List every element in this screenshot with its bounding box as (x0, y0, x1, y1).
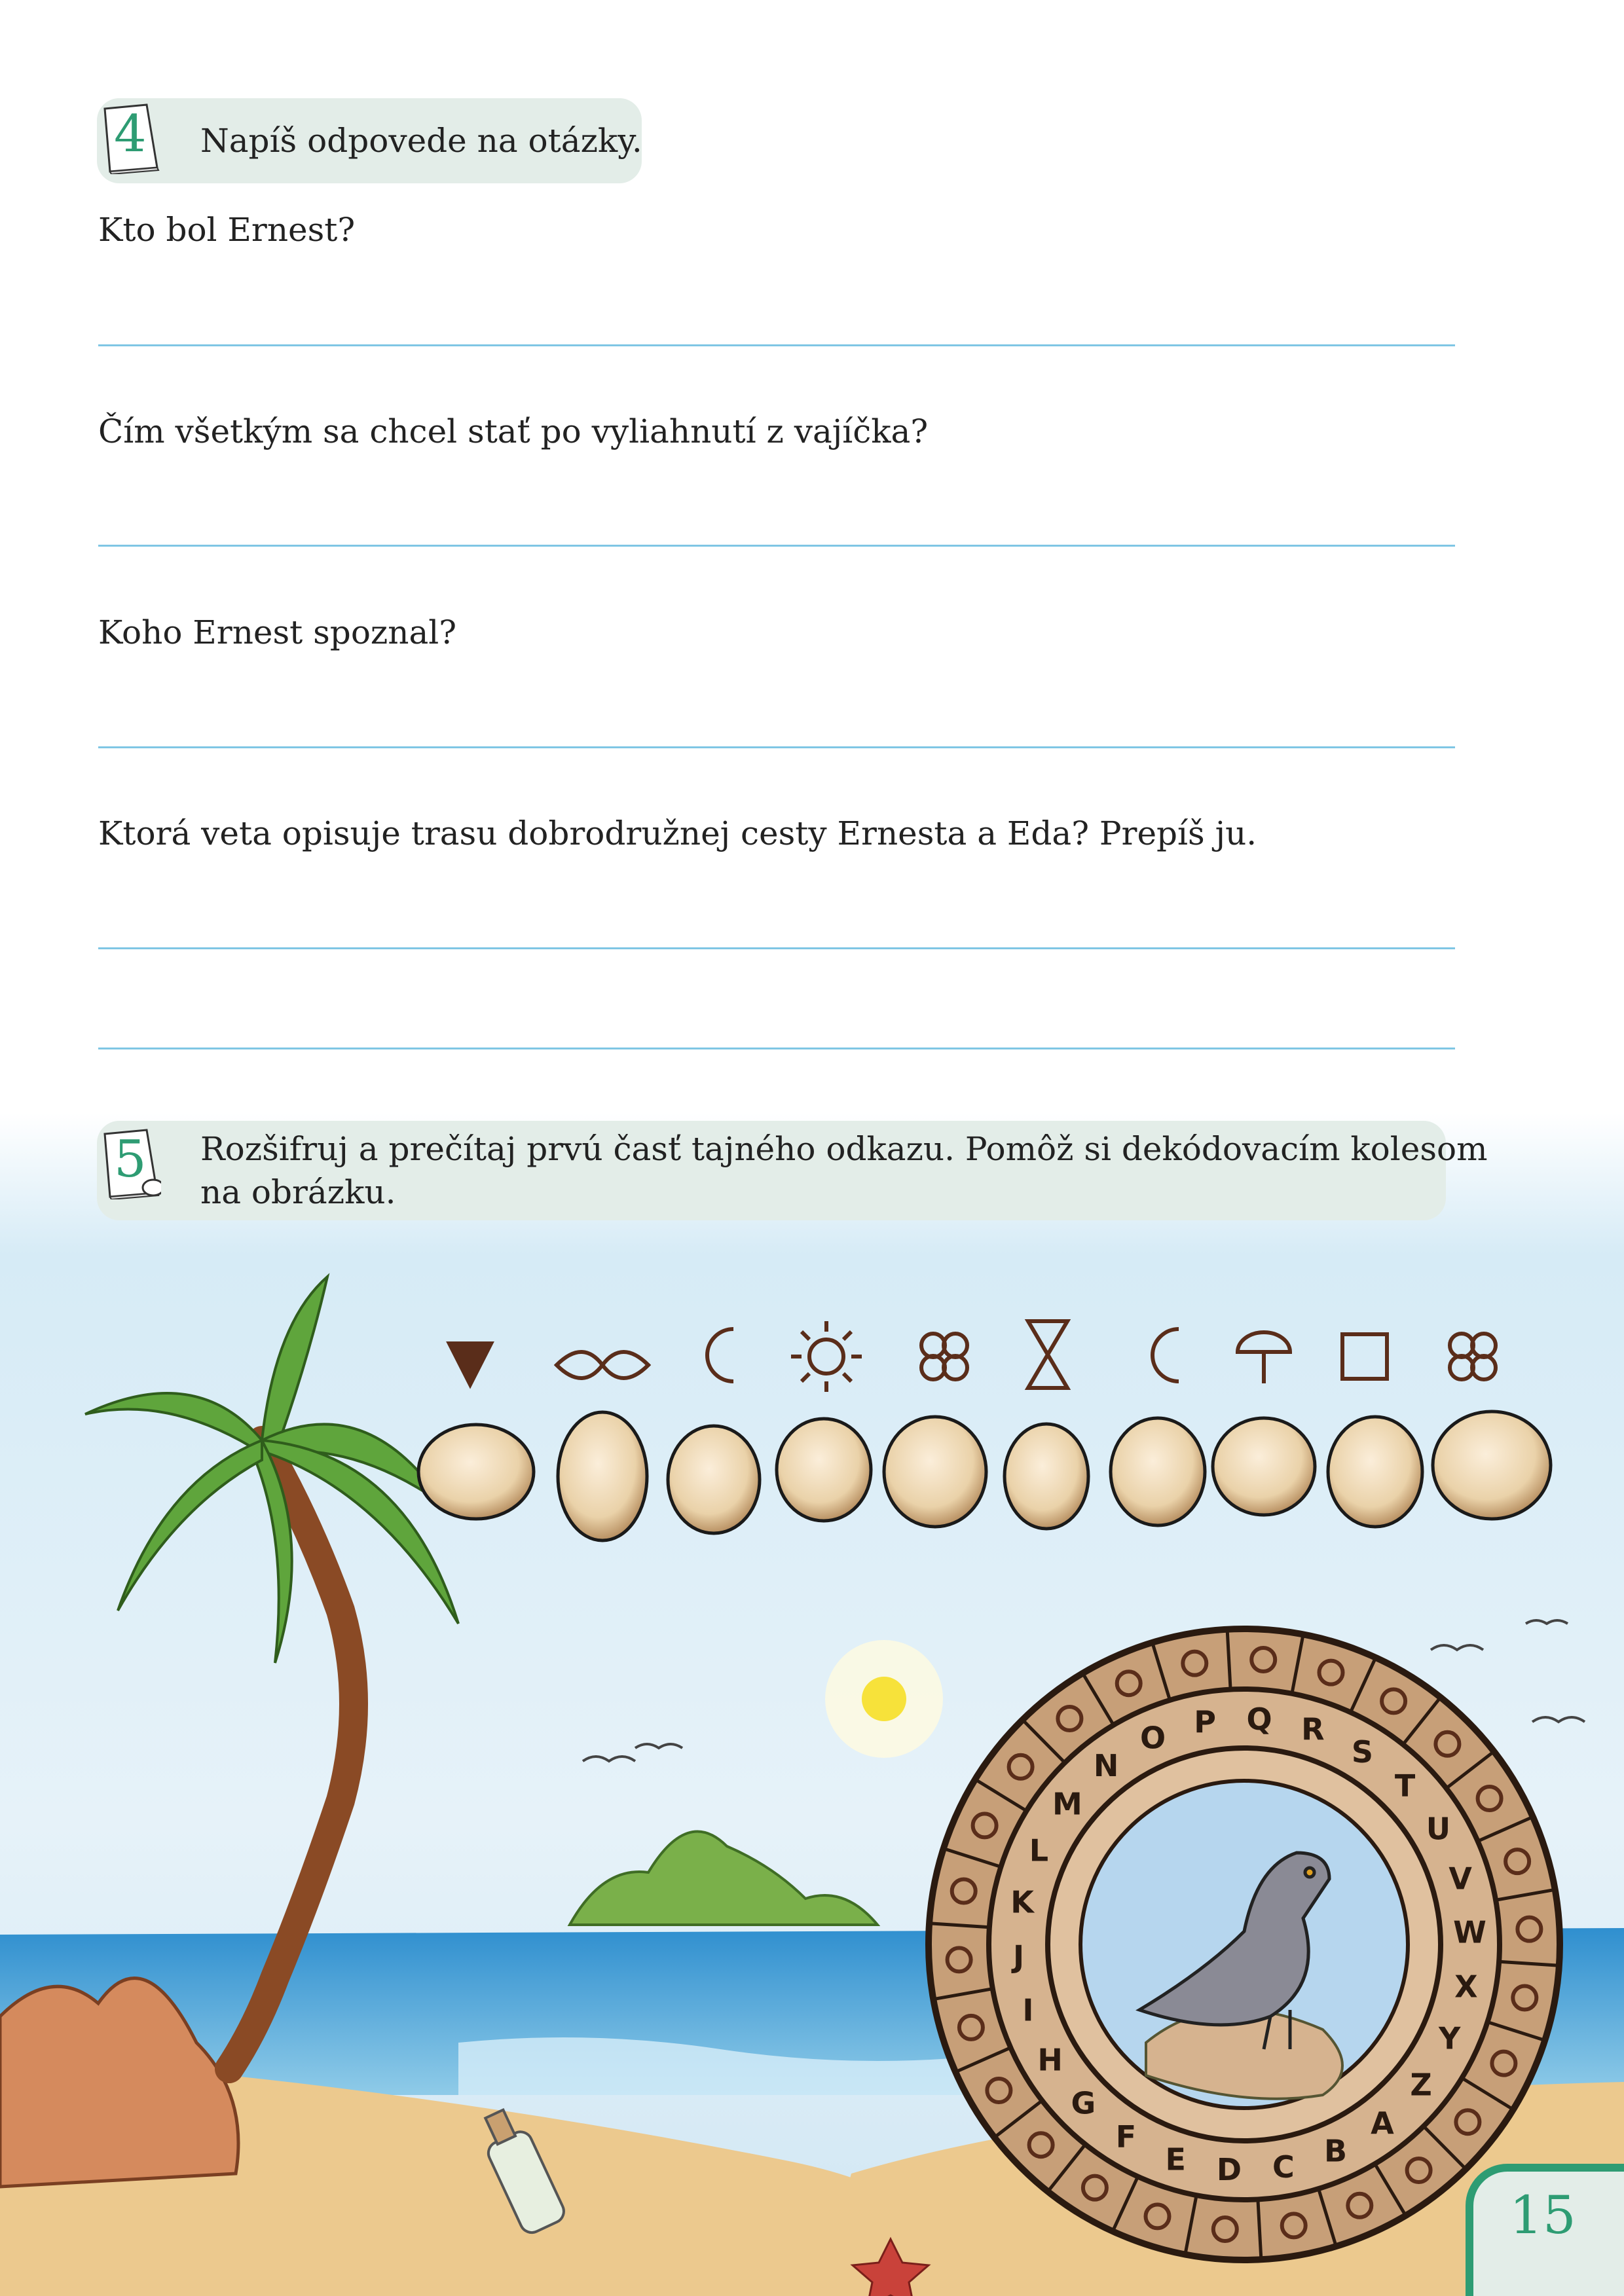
answer-line-4a[interactable] (98, 947, 1455, 949)
answer-line-2[interactable] (98, 545, 1455, 547)
wheel-letter: G (1071, 2085, 1096, 2121)
wheel-letter: P (1194, 1704, 1216, 1740)
task-4-number: 4 (114, 105, 147, 164)
answer-line-1[interactable] (98, 344, 1455, 346)
question-2: Čím všetkým sa chcel stať po vyliahnutí z vajíčka? (98, 412, 929, 450)
wheel-letter: Q (1246, 1701, 1272, 1737)
wheel-letter: R (1301, 1711, 1325, 1747)
wheel-letter: V (1449, 1861, 1472, 1897)
wheel-letter: C (1272, 2149, 1295, 2185)
wheel-letter: W (1453, 1914, 1486, 1950)
wheel-letter: I (1022, 1992, 1034, 2028)
decoder-wheel (929, 1629, 1560, 2260)
answer-stone-1 (418, 1425, 534, 1519)
wheel-letter: N (1093, 1748, 1119, 1783)
task-5-instruction-line-2: na obrázku. (200, 1173, 396, 1211)
task-5-instruction-line-1: Rozšifruj a prečítaj prvú časť tajného odkazu. Pomôž si dekódovacím kolesom (200, 1130, 1488, 1168)
wheel-letter: M (1052, 1786, 1082, 1822)
task-4-number-badge (101, 102, 161, 174)
task-5-number-badge (101, 1127, 161, 1199)
wheel-letter: T (1394, 1768, 1416, 1804)
beach-illustration (0, 1113, 1624, 2296)
page-number-tab (1466, 2164, 1624, 2296)
wheel-letter: E (1165, 2141, 1186, 2178)
wheel-letter: B (1323, 2133, 1348, 2169)
answer-stone-9 (1328, 1417, 1422, 1527)
wheel-letter: L (1029, 1832, 1049, 1868)
answer-stone-3 (668, 1426, 760, 1533)
page-number: 15 (1509, 2185, 1576, 2246)
wheel-letter: F (1115, 2119, 1137, 2155)
wheel-letter: D (1216, 2152, 1242, 2188)
wheel-letter: O (1139, 1720, 1166, 1756)
answer-stone-2 (558, 1412, 647, 1540)
wheel-letter: A (1371, 2105, 1394, 2141)
wheel-letter: K (1010, 1884, 1034, 1920)
wheel-letter: Y (1438, 2020, 1461, 2056)
answer-line-4b[interactable] (98, 1048, 1455, 1049)
wheel-letter: J (1012, 1939, 1025, 1975)
task-5-number: 5 (114, 1130, 147, 1189)
wheel-letter: Z (1410, 2067, 1432, 2103)
question-4: Ktorá veta opisuje trasu dobrodružnej cesty Ernesta a Eda? Prepíš ju. (98, 814, 1257, 852)
question-1: Kto bol Ernest? (98, 211, 356, 249)
answer-stone-6 (1005, 1424, 1088, 1529)
answer-line-3[interactable] (98, 746, 1455, 748)
wheel-letter: X (1454, 1969, 1478, 2005)
question-3: Koho Ernest spoznal? (98, 613, 457, 651)
task-4-instruction: Napíš odpovede na otázky. (200, 122, 642, 160)
answer-stone-7 (1111, 1418, 1205, 1525)
answer-stone-8 (1213, 1418, 1315, 1515)
wheel-letter: H (1037, 2042, 1063, 2078)
answer-stone-5 (884, 1417, 986, 1527)
beach-scene (0, 1113, 1624, 2296)
answer-stone-4 (777, 1419, 871, 1521)
wheel-letter: U (1426, 1811, 1451, 1847)
wheel-letter: S (1351, 1734, 1374, 1770)
answer-stone-10 (1433, 1412, 1551, 1519)
